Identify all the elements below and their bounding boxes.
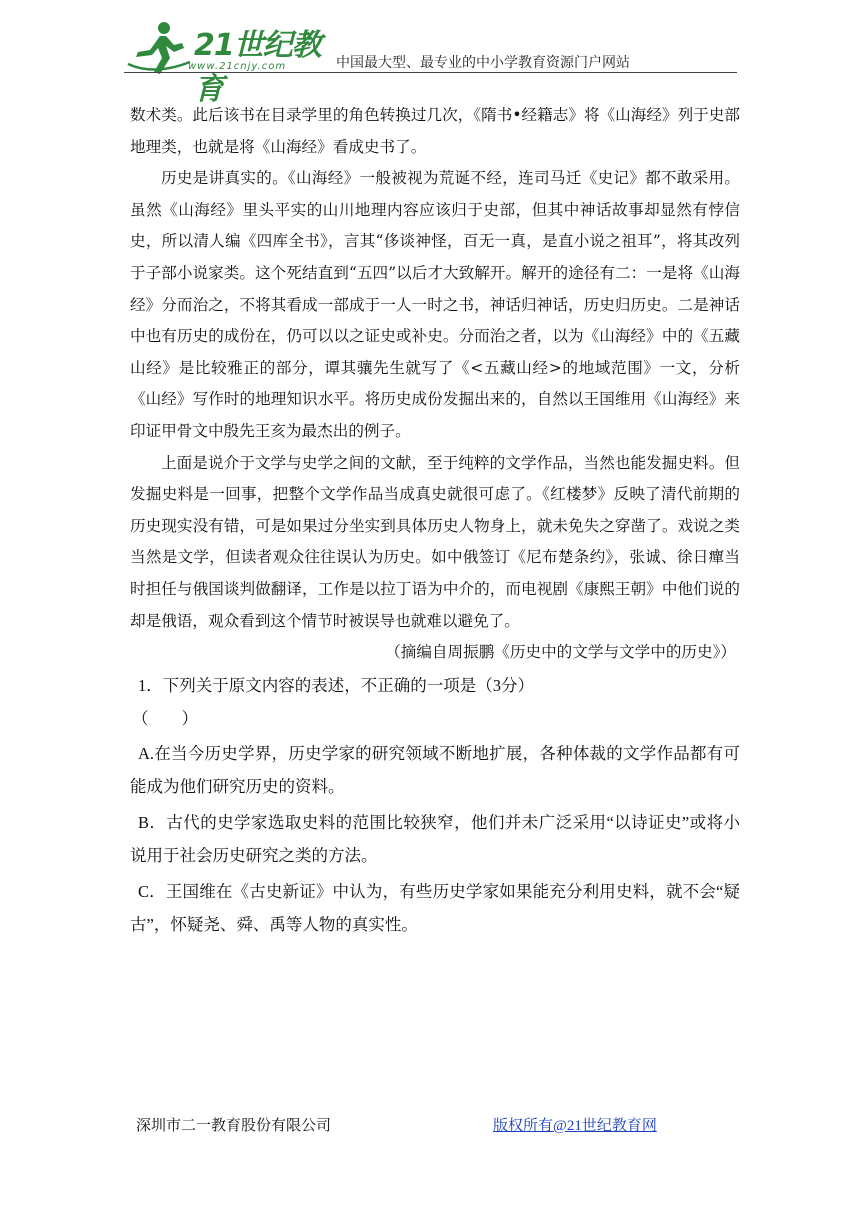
article-paragraph: 数术类。此后该书在目录学里的角色转换过几次，《隋书•经籍志》将《山海经》列于史部地理类，也就是将《山海经》看成史书了。 [130, 106, 740, 156]
article-paragraph: 上面是说介于文学与史学之间的文献，至于纯粹的文学作品，当然也能发掘史料。但发掘史料是一回事，把整个文学作品当成真史就很可虑了。《红楼梦》反映了清代前期的历史现实没有错，可是如果过分坐实到具体历史人物身上，就未免失之穿凿了。戏说之类当然是文学，但读者观众往往误认为历史。如中俄签订《尼布楚条约》，张诚、徐日癉当时担任与俄国谈判做翻译，工作是以拉丁语为中介的，而电视剧《康熙王朝》中他们说的却是俄语，观众看到这个情节时被误导也就难以避免了。 [130, 453, 740, 630]
document-body [130, 100, 740, 944]
answer-blank: （ ） [132, 708, 198, 728]
article-paragraph: 历史是讲真实的。《山海经》一般被视为荒诞不经，连司马迁《史记》都不敢采用。虽然《山海经》里头平实的山川地理内容应该归于史部，但其中神话故事却显然有悖信史，所以清人编《四库全书》，言其“侈谈神怪，百无一真，是直小说之祖耳”，将其改列于子部小说家类。这个死结直到“五四”以后才大致解开。解开的途径有二：一是将《山海经》分而治之，不将其看成一部成于一人一时之书，神话归神话，历史归历史。二是神话中也有历史的成份在，仍可以以之证史或补史。分而治之者，以为《山海经》中的《五藏山经》是比较雅正的部分，谭其骧先生就写了《<五藏山经>的地域范围》一文，分析《山经》写作时的地理知识水平。将历史成份发掘出来的，自然以王国维用《山海经》来印证甲骨文中殷先王亥为最杰出的例子。 [130, 169, 740, 440]
header-divider [124, 72, 737, 73]
question-title: 1．下列关于原文内容的表述，不正确的一项是（3分） [138, 675, 534, 695]
logo-wordmark: 21世纪教育 [194, 28, 321, 107]
option-c: C．王国维在《古史新证》中认为，有些历史学家如果能充分利用史料，就不会“疑古”，怀疑尧、舜、禹等人物的真实性。 [130, 881, 740, 934]
site-logo[interactable] [124, 18, 334, 107]
footer-copyright-link[interactable]: 版权所有@21世纪教育网 [493, 1118, 657, 1134]
page-header [124, 14, 737, 107]
option-b: B．古代的史学家选取史料的范围比较狭窄，他们并未广泛采用“以诗证史”或将小说用于社会历史研究之类的方法。 [130, 812, 740, 865]
option-a: A.在当今历史学界，历史学家的研究领域不断地扩展，各种体裁的文学作品都有可能成为他们研究历史的资料。 [130, 743, 740, 796]
logo-url: www.21cnjy.com [188, 61, 287, 72]
site-tagline: 中国最大型、最专业的中小学教育资源门户网站 [336, 55, 630, 71]
footer-company: 深圳市二一教育股份有限公司 [136, 1118, 332, 1134]
article-source: （摘编自周振鹏《历史中的文学与文学中的历史》） [385, 643, 736, 662]
runner-logo-icon [124, 18, 194, 78]
